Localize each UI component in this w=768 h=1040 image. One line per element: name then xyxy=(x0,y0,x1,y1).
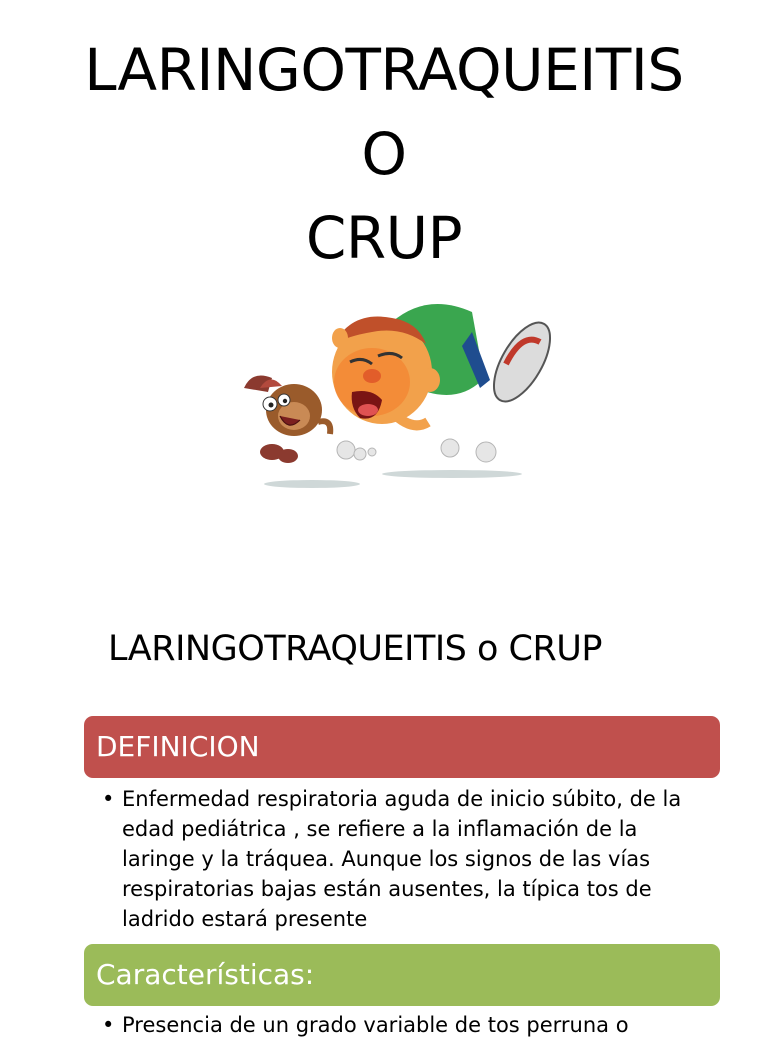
ground-shadow xyxy=(382,470,522,478)
coughing-child-and-dog-illustration xyxy=(222,292,562,492)
section-title: LARINGOTRAQUEITIS o CRUP xyxy=(108,629,603,669)
definition-heading-bar: DEFINICION xyxy=(84,716,720,778)
dust-puff xyxy=(337,441,355,459)
definition-bullet xyxy=(102,784,712,934)
slide-title xyxy=(0,28,768,280)
dog-figure xyxy=(244,376,330,463)
bullet-marker: • xyxy=(102,787,115,811)
bullet-marker: • xyxy=(102,1013,115,1037)
title-line-1: LARINGOTRAQUEITIS xyxy=(84,36,684,104)
dust-puff xyxy=(441,439,459,457)
characteristics-text: Presencia de un grado variable de tos perruna o xyxy=(122,1013,629,1037)
characteristics-heading-bar: Características: xyxy=(84,944,720,1006)
characteristics-bullet xyxy=(102,1010,712,1040)
title-line-3: CRUP xyxy=(305,204,463,272)
child-figure xyxy=(332,304,561,425)
dust-puff xyxy=(354,448,366,460)
dust-puff xyxy=(476,442,496,462)
definition-text: Enfermedad respiratoria aguda de inicio súbito, de la edad pediátrica , se refiere a la inflamación de la laringe y la tráquea. Aunque los signos de las vías respiratorias bajas están ausentes, la típica tos de ladrido estará presente xyxy=(122,787,682,931)
ground-shadow xyxy=(264,480,360,488)
title-line-2: O xyxy=(361,120,407,188)
dust-puff xyxy=(368,448,376,456)
